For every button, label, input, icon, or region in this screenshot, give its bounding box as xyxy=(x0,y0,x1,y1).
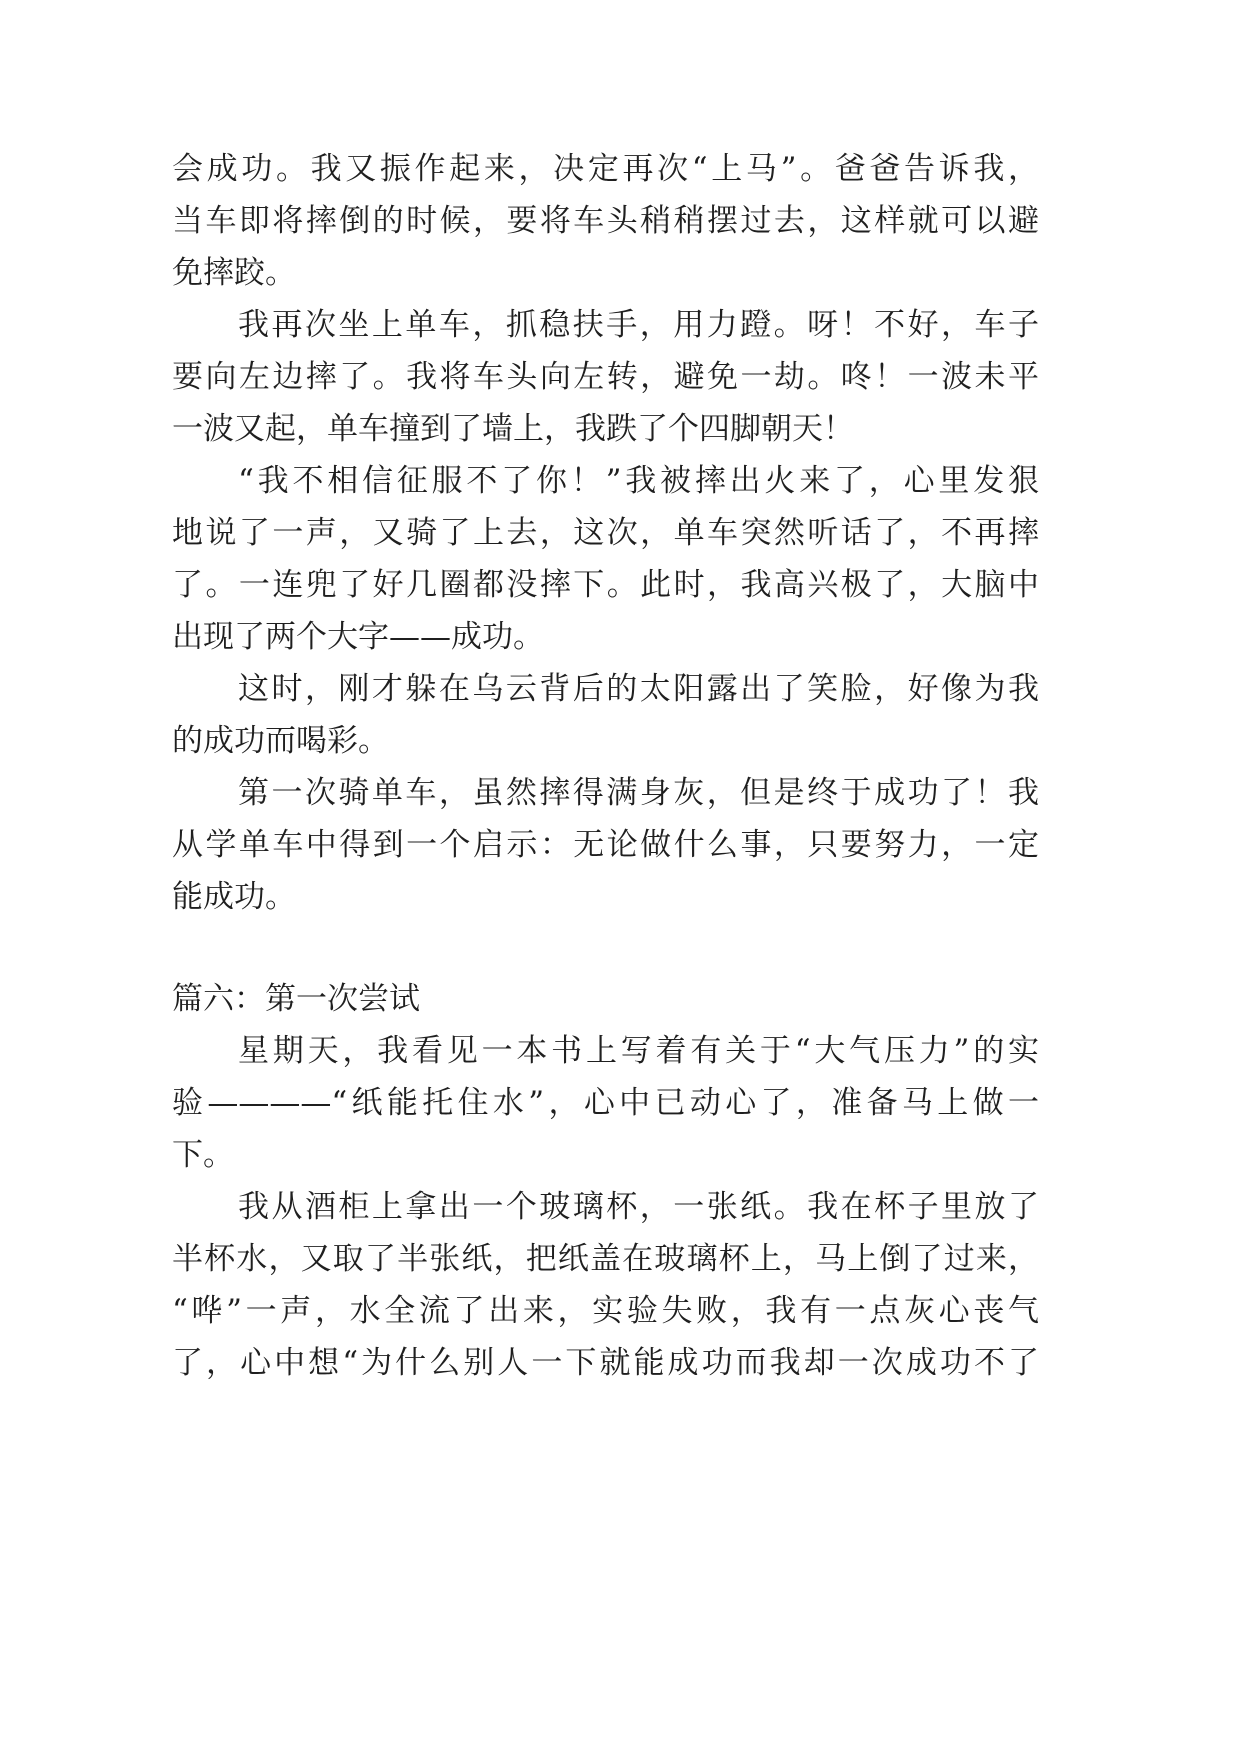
text-line: 能成功。 xyxy=(172,879,296,915)
text-line: 出现了两个大字——成功。 xyxy=(172,619,544,655)
paragraph-first-line: 我从酒柜上拿出一个玻璃杯，一张纸。我在杯子里放了 xyxy=(238,1189,1039,1225)
text-line: 免摔跤。 xyxy=(172,255,296,291)
paragraph-first-line: “我不相信征服不了你！”我被摔出火来了，心里发狠 xyxy=(238,463,1039,499)
text-line: 半杯水，又取了半张纸，把纸盖在玻璃杯上，马上倒了过来， xyxy=(172,1241,1039,1277)
text-line: 一波又起，单车撞到了墙上，我跌了个四脚朝天！ xyxy=(172,411,854,447)
text-line: 验————“纸能托住水”，心中已动心了，准备马上做一 xyxy=(172,1085,1039,1121)
paragraph-first-line: 我再次坐上单车，抓稳扶手，用力蹬。呀！不好，车子 xyxy=(238,307,1039,343)
text-line: 当车即将摔倒的时候，要将车头稍稍摆过去，这样就可以避 xyxy=(172,203,1039,239)
text-line: 了，心中想“为什么别人一下就能成功而我却一次成功不了 xyxy=(172,1345,1039,1381)
text-line: 的成功而喝彩。 xyxy=(172,723,389,759)
section-heading: 篇六：第一次尝试 xyxy=(172,981,420,1017)
paragraph-first-line: 第一次骑单车，虽然摔得满身灰，但是终于成功了！我 xyxy=(238,775,1039,811)
text-line: 从学单车中得到一个启示：无论做什么事，只要努力，一定 xyxy=(172,827,1039,863)
text-line: 要向左边摔了。我将车头向左转，避免一劫。咚！一波未平 xyxy=(172,359,1039,395)
text-line: 会成功。我又振作起来，决定再次“上马”。爸爸告诉我， xyxy=(172,151,1039,187)
text-line: “哗”一声，水全流了出来，实验失败，我有一点灰心丧气 xyxy=(172,1293,1039,1329)
paragraph-first-line: 星期天，我看见一本书上写着有关于“大气压力”的实 xyxy=(238,1033,1039,1069)
text-line: 地说了一声，又骑了上去，这次，单车突然听话了，不再摔 xyxy=(172,515,1039,551)
paragraph-first-line: 这时，刚才躲在乌云背后的太阳露出了笑脸，好像为我 xyxy=(238,671,1039,707)
text-line: 了。一连兜了好几圈都没摔下。此时，我高兴极了，大脑中 xyxy=(172,567,1039,603)
text-line: 下。 xyxy=(172,1137,234,1173)
